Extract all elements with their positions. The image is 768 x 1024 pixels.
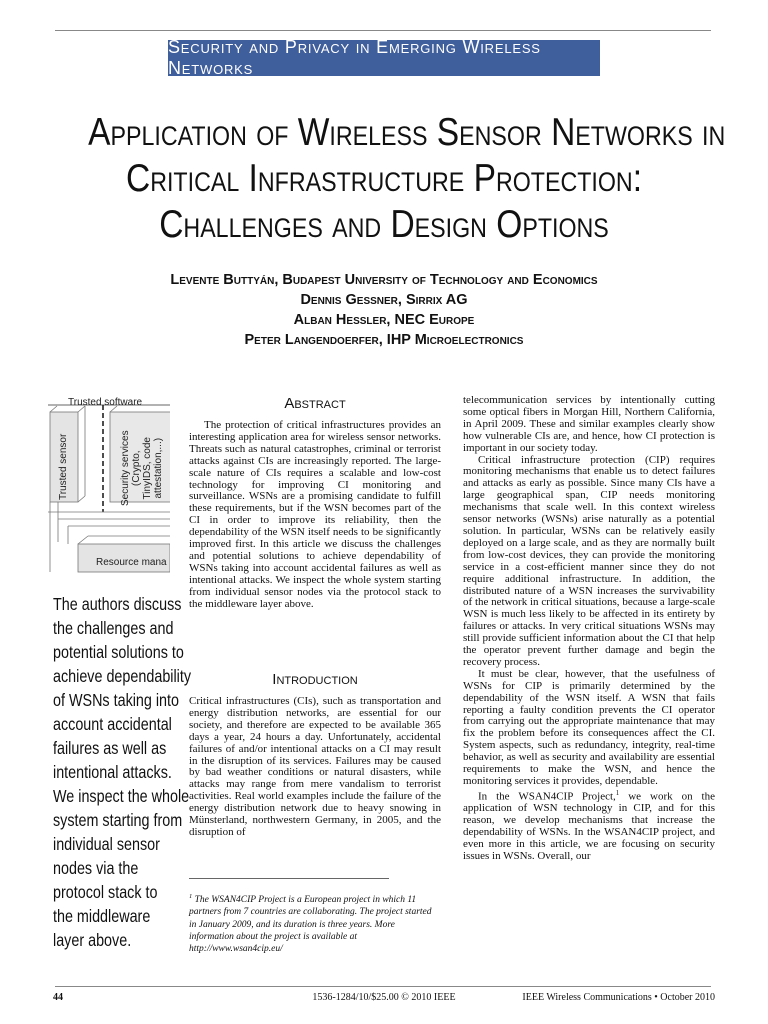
pull-quote-line: The authors discuss	[53, 594, 182, 614]
body-text: In the WSAN4CIP Project,	[478, 790, 616, 803]
pull-quote-line: of WSNs taking into	[53, 690, 180, 710]
resource-management-label: Resource mana	[96, 557, 167, 568]
trusted-sensor-label: Trusted sensor	[58, 433, 69, 500]
security-services-label	[120, 430, 164, 506]
author-line: Peter Langendoerfer, IHP Microelectronics	[244, 332, 524, 348]
author-list	[40, 270, 728, 350]
trusted-software-label: Trusted software	[68, 397, 143, 408]
body-paragraph	[463, 788, 715, 863]
top-rule	[55, 30, 711, 31]
body-paragraph: telecommunication services by intentionally cutting some optical fibers in Morgan Hill, Northern California, in April 2009. These and similar examples clearly show how vulnerable CIs are, and hence, how CI protection is important in our society today.	[463, 394, 715, 454]
right-column	[463, 395, 715, 863]
footnote-ref: 1	[615, 788, 620, 797]
abstract-body	[189, 420, 441, 611]
architecture-figure	[48, 394, 170, 576]
title-line: Challenges and Design Options	[159, 203, 609, 246]
pull-quote-line: intentional attacks.	[53, 762, 172, 782]
pull-quote-line: potential solutions to	[53, 642, 184, 662]
introduction-body	[189, 696, 441, 839]
security-services-line: TinyIDS, code	[142, 437, 153, 500]
article-title	[88, 110, 726, 248]
issn-line: 1536-1284/10/$25.00 © 2010 IEEE	[312, 992, 456, 1003]
footer-rule	[55, 986, 711, 987]
security-services-line: (Crypto,	[131, 450, 142, 486]
pull-quote-line: achieve dependability	[53, 666, 192, 686]
intro-paragraph: Critical infrastructures (CIs), such as transportation and energy distribution networks, are essential for our society, and therefore are expected to be available 365 days a year, 24 hours a day. Unfortunately, accidental failures of and/or intentional attacks on a CI may result in the disruption of its services. Failures may be caused by bad weather conditions or natural disasters, while attacks may range from mere vandalism to terrorist activities. Real world examples include the failure of the energy distribution network due to heavy snowing in Münsterland, northwestern Germany, in 2005, and the disruption of	[189, 695, 441, 838]
footnote-rule	[189, 878, 389, 879]
title-line: Critical Infrastructure Protection:	[125, 157, 643, 200]
journal-line: IEEE Wireless Communications • October 2010	[522, 992, 715, 1003]
pull-quote-line: failures as well as	[53, 738, 167, 758]
pull-quote-line: system starting from	[53, 810, 183, 830]
author-line: Levente Buttyán, Budapest University of Technology and Economics	[170, 272, 598, 288]
footnote	[189, 891, 441, 956]
pull-quote	[53, 592, 192, 952]
abstract-heading: Abstract	[284, 395, 346, 412]
pull-quote-line: We inspect the whole	[53, 786, 190, 806]
footnote-text: The WSAN4CIP Project is a European project in which 11 partners from 7 countries are collaborating. The project started in January 2009, and its duration is three years. More information about the project is available at http://www.wsan4cip.eu/	[189, 895, 432, 955]
pull-quote-line: the middleware	[53, 906, 151, 926]
body-paragraph: It must be clear, however, that the usefulness of WSNs for CIP is primarily determined by the dependability of the WSN itself. A WSN that fails reporting a faulty condition prevents the CI operator from carrying out the appropriate maintenance that may fix the problem before its consequences affect the CI. System aspects, such as redundancy, integrity, real-time behavior, as well as security and availability are essential requirements to make the WSN, and hence the monitoring services it provides, dependable.	[463, 667, 715, 787]
introduction-heading: Introduction	[272, 671, 358, 688]
body-paragraph: Critical infrastructure protection (CIP) requires monitoring mechanisms that enable us to detect failures and attacks as early as possible. Since many CIs have a large geographical span, CIP needs monitoring mechanisms that scale well. In this context wireless sensor networks (WSNs) arise naturally as a potential solution. In particular, WSNs can be relatively easily deployed on a large scale, and as they are normally built from low-cost devices, they can provide the monitoring service in a cost-efficient manner since they do not require additional infrastructure. In addition, the distributed nature of a WSN increases the survivability of the network in critical situations, because a large-scale WSN is much less likely to be affected in its entirety by failures or attacks. In very critical situations WSNs may still provide sufficient information about the CI that help the operator prevent further damage and begin the recovery process.	[463, 453, 715, 668]
title-line: Application of Wireless Sensor Networks in	[88, 111, 726, 154]
pull-quote-line: nodes via the	[53, 858, 139, 878]
abstract-paragraph: The protection of critical infrastructures provides an interesting application area for wireless sensor networks. Threats such as natural catastrophes, criminal or terrorist attacks against CIs are increasingly reported. The large-scale nature of CIs requires a scalable and low-cost technology for improving CI monitoring and surveillance. WSNs are a promising candidate to fulfill these requirements, but if the WSN becomes part of the CI in order to improve its reliability, then the dependability of the WSN itself needs to be significantly improved first. In this article we discuss the challenges and potential solutions to achieve dependability of WSNs taking into account accidental failures as well as intentional attacks. We inspect the whole system starting from individual sensor nodes via the protocol stack to the middleware layer above.	[189, 419, 441, 610]
pull-quote-line: the challenges and	[53, 618, 174, 638]
author-line: Alban Hessler, NEC Europe	[293, 312, 475, 328]
pull-quote-line: layer above.	[53, 930, 132, 950]
page-number: 44	[53, 992, 63, 1003]
footnote-marker: 1	[189, 893, 193, 900]
pull-quote-line: protocol stack to	[53, 882, 158, 902]
body-text: we work on the application of WSN technology in CIP, and for this reason, we develop mechanisms that increase the dependability of WSNs. In the WSAN4CIP project, and even more in this article, we are focusing on security issues in WSNs. Overall, our	[463, 790, 715, 863]
author-line: Dennis Gessner, Sirrix AG	[300, 292, 468, 308]
pull-quote-line: account accidental	[53, 714, 172, 734]
pull-quote-line: individual sensor	[53, 834, 160, 854]
section-banner: Security and Privacy in Emerging Wireless Networks	[168, 40, 600, 76]
security-services-line: attestation,...)	[153, 437, 164, 499]
security-services-line: Security services	[120, 430, 131, 506]
